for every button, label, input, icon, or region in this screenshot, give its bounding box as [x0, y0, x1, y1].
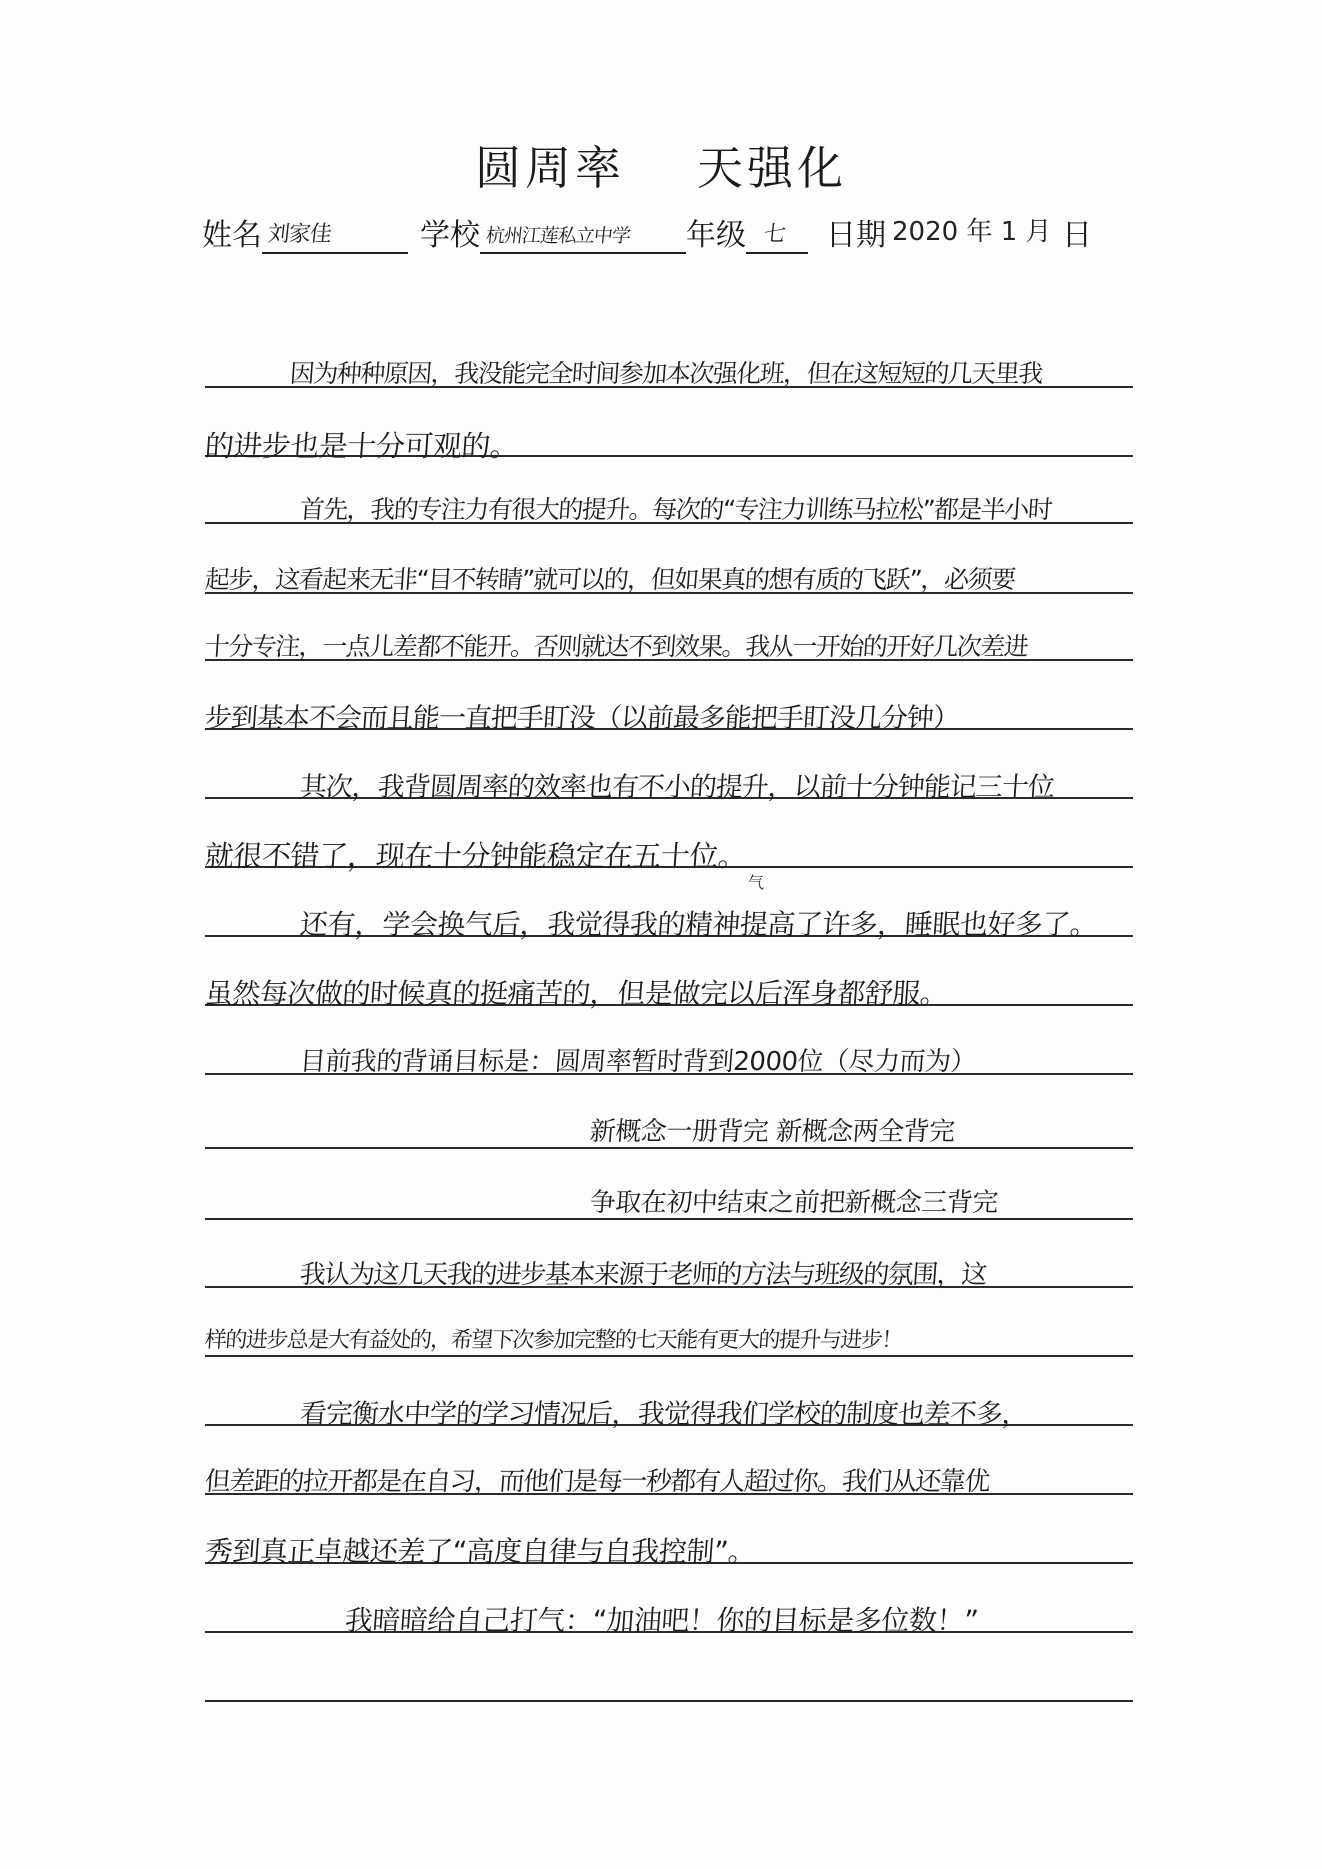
handwritten-line: 我认为这几天我的进步基本来源于老师的方法与班级的氛围，这	[298, 1260, 987, 1290]
title-left: 圆周率	[475, 141, 625, 195]
title-right: 天强化	[697, 141, 847, 195]
handwritten-line: 的进步也是十分可观的。	[203, 429, 520, 463]
handwritten-line: 十分专注，一点儿差都不能开。否则就达不到效果。我从一开始的开好几次差进	[203, 632, 1029, 661]
school-field	[420, 210, 686, 254]
handwritten-line: 争取在初中结束之前把新概念三背完	[588, 1188, 999, 1218]
handwritten-line: 其次，我背圆周率的效率也有不小的提升，以前十分钟能记三十位	[298, 772, 1055, 803]
grade-label: 年级	[686, 218, 746, 253]
ruled-line	[205, 1700, 1133, 1702]
handwritten-line: 起步，这看起来无非“目不转睛”就可以的，但如果真的想有质的飞跃”，必须要	[203, 565, 1016, 594]
name-label: 姓名	[202, 218, 262, 253]
handwritten-line: 目前我的背诵目标是：圆周率暂时背到2000位（尽力而为）	[298, 1047, 978, 1077]
day-label: 日	[1062, 218, 1092, 253]
handwritten-line: 首先，我的专注力有很大的提升。每次的“专注力训练马拉松”都是半小时	[298, 495, 1053, 524]
school-value: 杭州江莲私立中学	[484, 225, 632, 247]
ruled-line	[205, 1355, 1133, 1357]
handwritten-line: 步到基本不会而且能一直把手盯没（以前最多能把手盯没几分钟）	[203, 703, 960, 734]
handwritten-line: 看完衡水中学的学习情况后，我觉得我们学校的制度也差不多，	[298, 1399, 1029, 1430]
insertion-mark: 气	[748, 873, 765, 892]
date-value: 2020 年 1 月	[892, 217, 1052, 247]
grade-value: 七	[762, 222, 787, 247]
grade-field	[686, 210, 808, 254]
handwritten-line: 我暗暗给自己打气：“加油吧！你的目标是多位数！”	[343, 1604, 980, 1637]
page-title	[0, 132, 1322, 198]
handwritten-line: 就很不错了，现在十分钟能稳定在五十位。	[203, 839, 748, 873]
name-value: 刘家佳	[266, 222, 333, 247]
handwritten-line: 但差距的拉开都是在自习，而他们是每一秒都有人超过你。我们从还靠优	[203, 1467, 990, 1497]
handwritten-line: 还有，学会换气后，我觉得我的精神提高了许多，睡眠也好多了。	[298, 908, 1099, 941]
date-label: 日期	[826, 218, 886, 253]
handwritten-line: 秀到真正卓越还差了“高度自律与自我控制”。	[203, 1535, 757, 1568]
school-label: 学校	[420, 218, 480, 253]
handwritten-line: 虽然每次做的时候真的挺痛苦的，但是做完以后浑身都舒服。	[203, 977, 949, 1010]
handwritten-line: 因为种种原因，我没能完全时间参加本次强化班，但在这短短的几天里我	[288, 359, 1043, 388]
name-field	[202, 210, 408, 254]
handwritten-line: 新概念一册背完 新概念两全背完	[588, 1117, 956, 1147]
date-field	[826, 210, 1092, 254]
handwritten-line: 样的进步总是大有益处的，希望下次参加完整的七天能有更大的提升与进步！	[203, 1328, 903, 1353]
